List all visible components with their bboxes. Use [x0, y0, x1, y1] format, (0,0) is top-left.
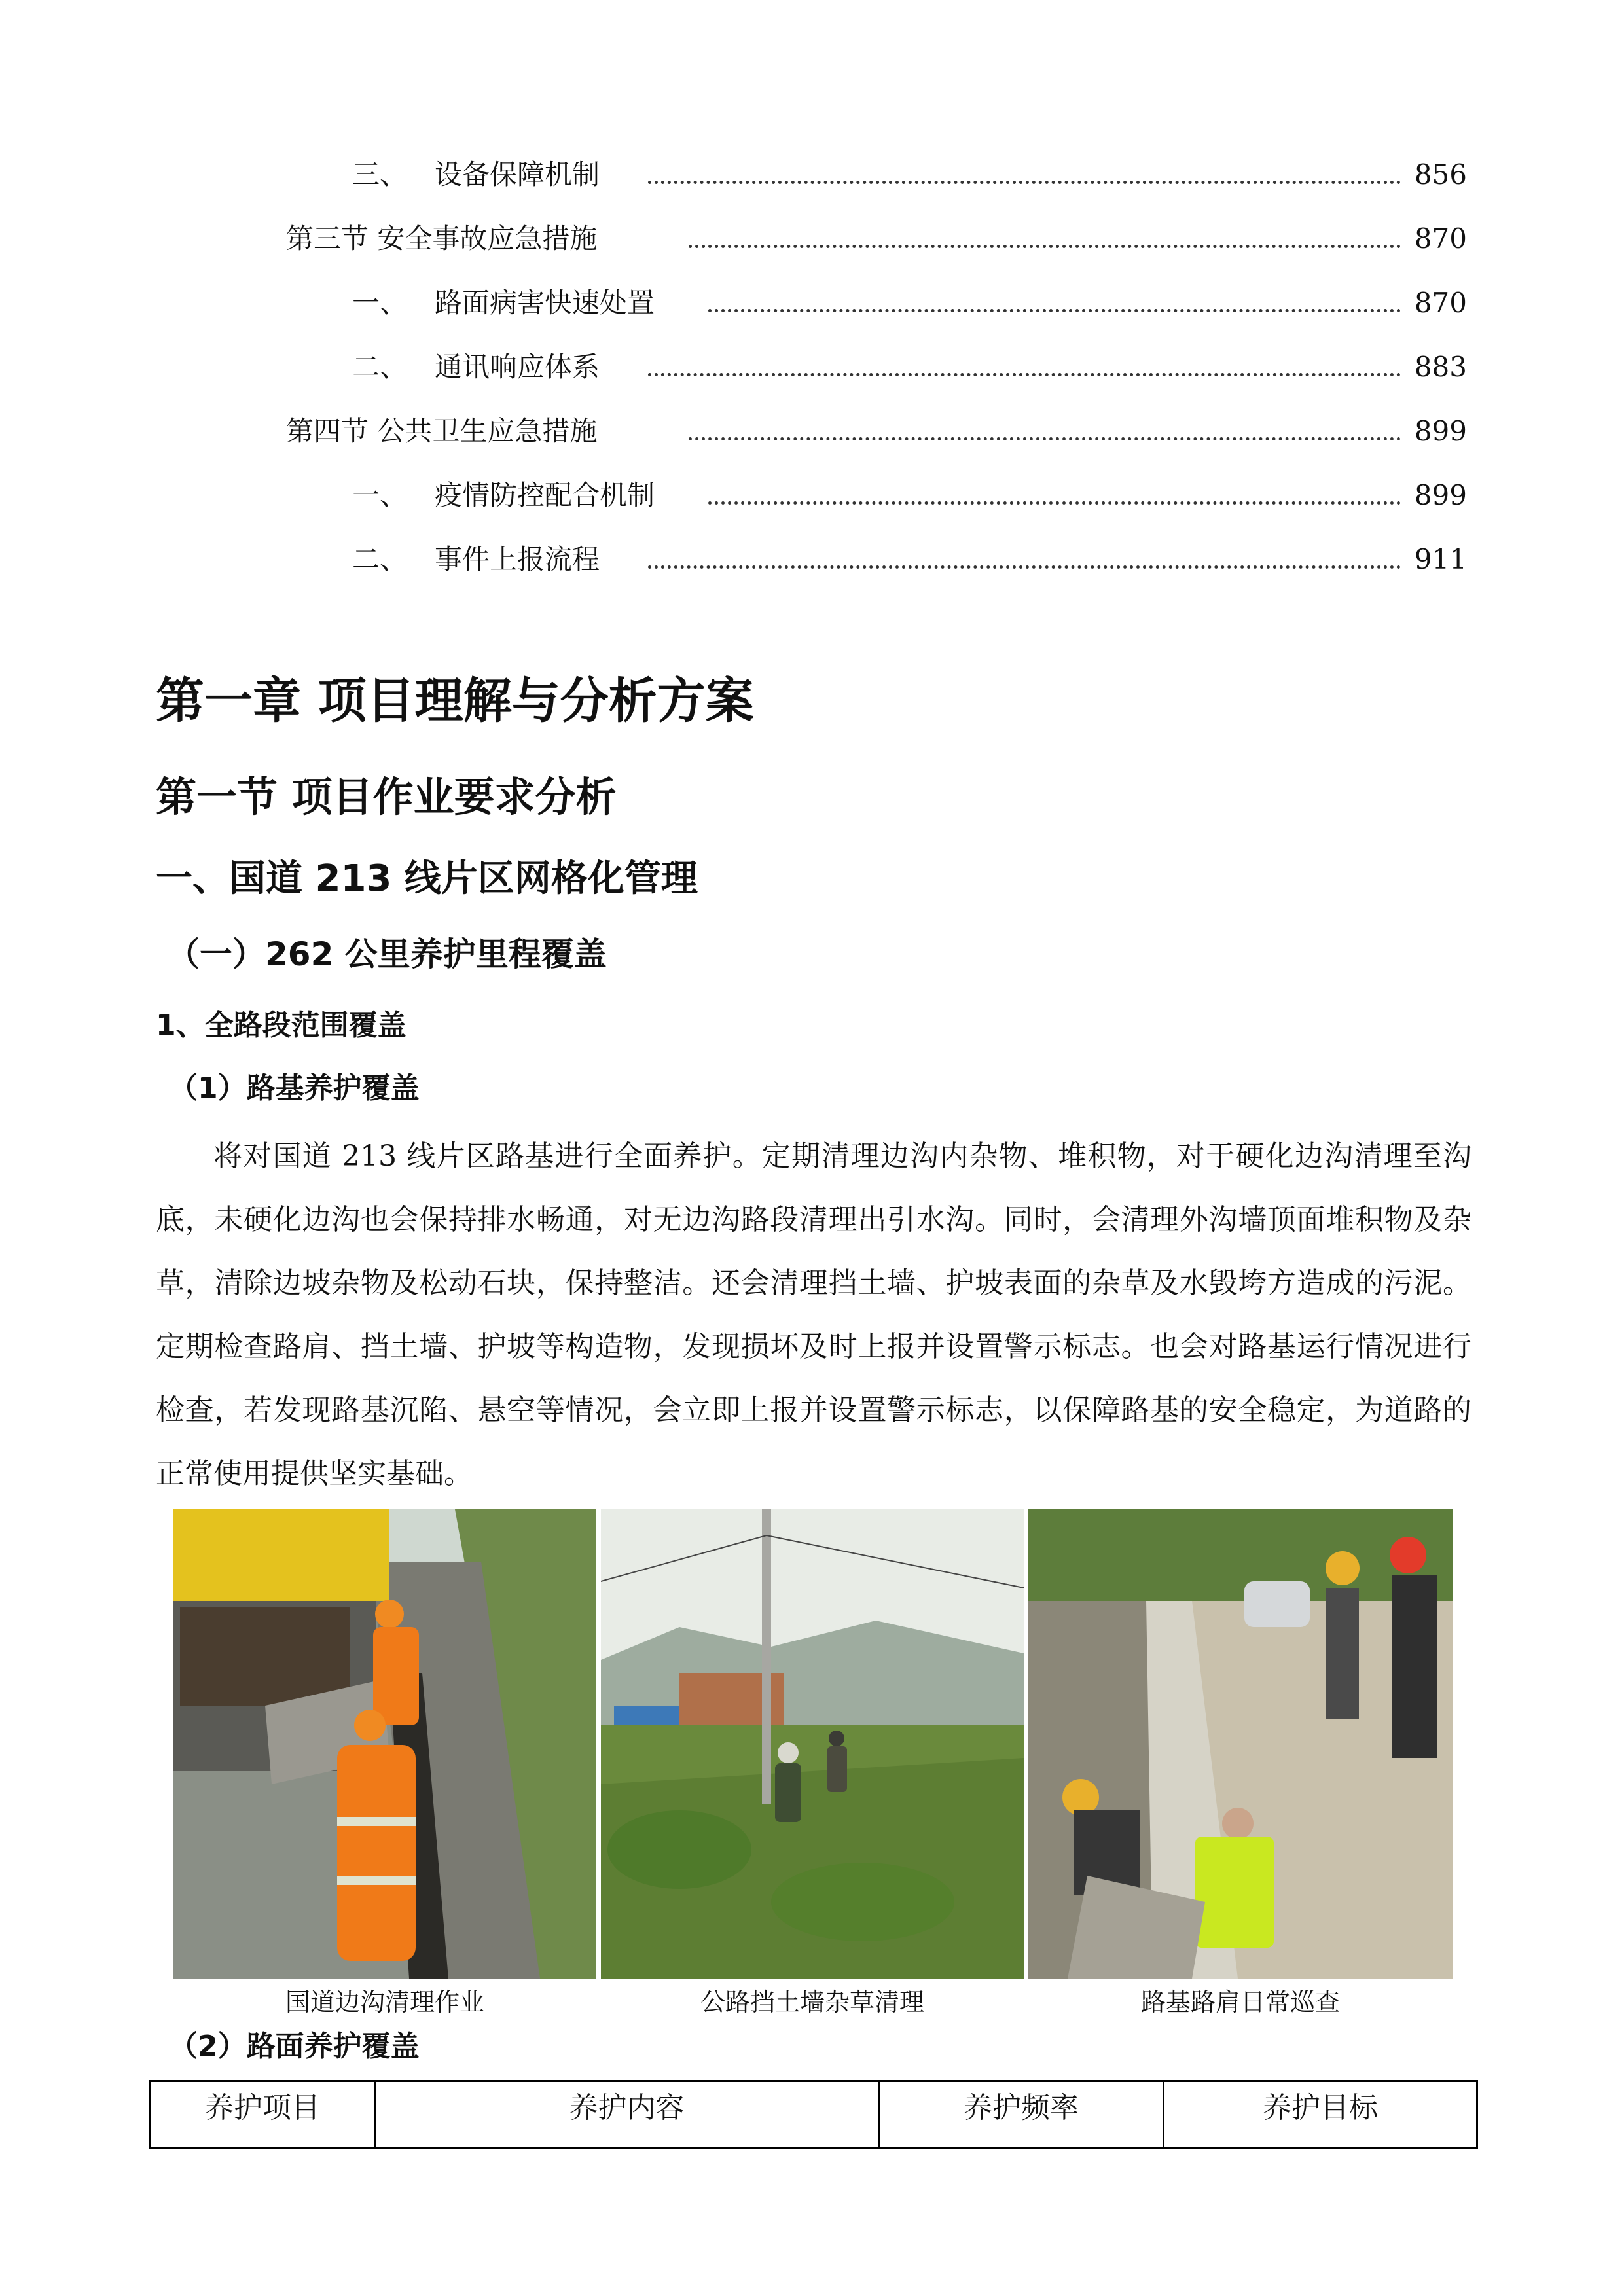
toc-entry[interactable] [0, 344, 1624, 390]
photo-ditch-cleaning-illustration [173, 1509, 596, 1979]
toc-leader-dots [648, 373, 1401, 376]
table-header-item: 养护项目 [205, 2091, 320, 2125]
toc-entry[interactable] [0, 152, 1624, 198]
table-header-content: 养护内容 [569, 2091, 685, 2125]
table-header-target: 养护目标 [1263, 2091, 1378, 2125]
toc-entry-label: 第四节 公共卫生应急措施 [286, 415, 598, 447]
toc-entry-number: 一、 [352, 479, 408, 511]
item-heading: 1、全路段范围覆盖 [156, 1009, 406, 1042]
toc-leader-dots [708, 501, 1401, 505]
toc-entry-page: 870 [1414, 287, 1467, 319]
toc-entry-label: 设备保障机制 [435, 158, 600, 190]
subsection-heading: 一、国道 213 线片区网格化管理 [156, 857, 698, 900]
photo-retaining-wall-illustration [601, 1509, 1024, 1979]
toc-entry-label: 疫情防控配合机制 [435, 479, 655, 511]
photo-shoulder-inspection-illustration [1028, 1509, 1453, 1979]
toc-entry[interactable] [0, 537, 1624, 583]
toc-entry-label: 通讯响应体系 [435, 351, 600, 383]
toc-entry-number: 一、 [352, 287, 408, 319]
maintenance-table [149, 2080, 1478, 2149]
table-header-frequency: 养护频率 [964, 2091, 1079, 2125]
toc-entry[interactable] [0, 280, 1624, 326]
toc-leader-dots [648, 565, 1401, 569]
subsubsection-heading: （一）262 公里养护里程覆盖 [167, 935, 607, 973]
toc-entry[interactable] [0, 408, 1624, 454]
toc-entry-page: 911 [1414, 543, 1467, 575]
toc-entry-number: 三、 [352, 158, 408, 190]
toc-leader-dots [689, 437, 1401, 440]
toc-leader-dots [648, 181, 1401, 184]
chapter-heading: 第一章 项目理解与分析方案 [156, 673, 754, 729]
toc-entry[interactable] [0, 216, 1624, 262]
photo-retaining-wall-weeding [601, 1509, 1024, 1979]
toc-entry[interactable] [0, 473, 1624, 518]
photo-shoulder-inspection [1028, 1509, 1453, 1979]
toc-entry-number: 二、 [352, 351, 408, 383]
toc-entry-label: 事件上报流程 [435, 543, 600, 575]
section-heading: 第一节 项目作业要求分析 [156, 773, 617, 821]
toc-entry-page: 856 [1414, 158, 1467, 190]
photo-ditch-cleaning [173, 1509, 596, 1979]
toc-entry-page: 899 [1414, 415, 1467, 447]
toc-entry-number: 二、 [352, 543, 408, 575]
subitem-heading-pavement: （2）路面养护覆盖 [169, 2030, 420, 2063]
toc-leader-dots [708, 309, 1401, 312]
toc-entry-label: 第三节 安全事故应急措施 [286, 223, 598, 255]
body-paragraph: 将对国道 213 线片区路基进行全面养护。定期清理边沟内杂物、堆积物，对于硬化边沟清理至沟底，未硬化边沟也会保持排水畅通，对无边沟路段清理出引水沟。同时，会清理外沟墙顶面堆积物及杂草，清除边坡杂物及松动石块，保持整洁。还会清理挡土墙、护坡表面的杂草及水毁垮方造成的污泥。定期检查路肩、挡土墙、护坡等构造物，发现损坏及时上报并设置警示标志。也会对路基运行情况进行检查，若发现路基沉陷、悬空等情况，会立即上报并设置警示标志，以保障路基的安全稳定，为道路的正常使用提供坚实基础。 [156, 1139, 1471, 1490]
photo-caption-wall: 公路挡土墙杂草清理 [700, 1988, 924, 2017]
photo-caption-shoulder: 路基路肩日常巡查 [1140, 1988, 1340, 2017]
toc-entry-page: 870 [1414, 223, 1467, 255]
toc-leader-dots [689, 245, 1401, 248]
toc-entry-label: 路面病害快速处置 [435, 287, 655, 319]
toc-entry-page: 883 [1414, 351, 1467, 383]
photo-caption-ditch: 国道边沟清理作业 [285, 1988, 484, 2017]
toc-entry-page: 899 [1414, 479, 1467, 511]
subitem-heading-roadbed: （1）路基养护覆盖 [169, 1071, 420, 1105]
